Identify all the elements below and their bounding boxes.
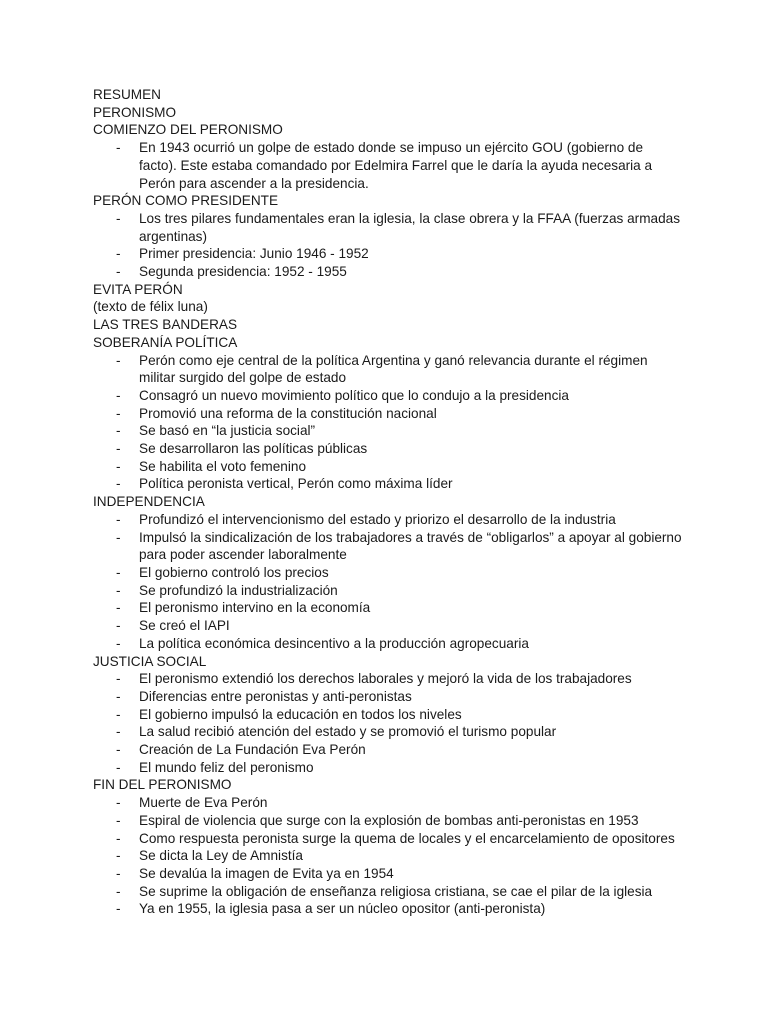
list-item <box>93 352 683 387</box>
dash-bullet-icon: - <box>116 529 121 545</box>
list-item <box>93 847 683 865</box>
list-item <box>93 422 683 440</box>
dash-bullet-icon: - <box>116 671 121 687</box>
list-item <box>93 688 683 706</box>
list-item-text: Se profundizó la industrialización <box>139 582 338 598</box>
dash-bullet-icon: - <box>116 210 121 226</box>
list-item-text: Perón como eje central de la política Argentina y ganó relevancia durante el régimen militar surgido del golpe de estado <box>139 352 648 386</box>
list-item <box>93 564 683 582</box>
section-heading: LAS TRES BANDERAS <box>93 317 238 333</box>
list-item-text: Se creó el IAPI <box>139 618 230 634</box>
list-item <box>93 794 683 812</box>
list-item-text: Como respuesta peronista surge la quema de locales y el encarcelamiento de opositores <box>139 830 675 846</box>
list-item <box>93 511 683 529</box>
dash-bullet-icon: - <box>116 901 121 917</box>
list-item <box>93 440 683 458</box>
dash-bullet-icon: - <box>116 724 121 740</box>
list-item <box>93 670 683 688</box>
dash-bullet-icon: - <box>116 458 121 474</box>
dash-bullet-icon: - <box>116 812 121 828</box>
bullet-list <box>93 794 683 918</box>
document-section <box>93 493 683 652</box>
list-item-text: En 1943 ocurrió un golpe de estado donde se impuso un ejército GOU (gobierno de facto). Este estaba comandado por Edelmira Farrel que le daría la ayuda necesaria a Perón para ascender a la presidencia. <box>139 140 653 191</box>
list-item-text: El peronismo extendió los derechos laborales y mejoró la vida de los trabajadores <box>139 671 632 687</box>
dash-bullet-icon: - <box>116 618 121 634</box>
dash-bullet-icon: - <box>116 706 121 722</box>
dash-bullet-icon: - <box>116 635 121 651</box>
section-heading: RESUMEN <box>93 87 161 102</box>
document-section <box>93 281 683 299</box>
list-item-text: Primer presidencia: Junio 1946 - 1952 <box>139 246 369 262</box>
dash-bullet-icon: - <box>116 140 121 156</box>
document-section <box>93 86 683 104</box>
list-item <box>93 830 683 848</box>
list-item <box>93 635 683 653</box>
list-item <box>93 706 683 724</box>
dash-bullet-icon: - <box>116 511 121 527</box>
list-item <box>93 475 683 493</box>
list-item <box>93 458 683 476</box>
list-item <box>93 812 683 830</box>
list-item <box>93 883 683 901</box>
dash-bullet-icon: - <box>116 246 121 262</box>
dash-bullet-icon: - <box>116 883 121 899</box>
dash-bullet-icon: - <box>116 688 121 704</box>
dash-bullet-icon: - <box>116 742 121 758</box>
list-item-text: El gobierno controló los precios <box>139 564 329 580</box>
list-item <box>93 263 683 281</box>
section-heading: JUSTICIA SOCIAL <box>93 653 207 669</box>
list-item-text: Creación de La Fundación Eva Perón <box>139 742 366 758</box>
section-heading: SOBERANÍA POLÍTICA <box>93 334 238 350</box>
dash-bullet-icon: - <box>116 352 121 368</box>
document-section <box>93 104 683 122</box>
list-item-text: Consagró un nuevo movimiento político que lo condujo a la presidencia <box>139 387 569 403</box>
list-item-text: El gobierno impulsó la educación en todos los niveles <box>139 706 462 722</box>
list-item-text: Muerte de Eva Perón <box>139 795 268 811</box>
list-item <box>93 245 683 263</box>
bullet-list <box>93 139 683 192</box>
document-body <box>93 86 683 918</box>
document-section <box>93 653 683 777</box>
dash-bullet-icon: - <box>116 865 121 881</box>
document-section <box>93 192 683 281</box>
document-section <box>93 776 683 918</box>
list-item-text: Se devalúa la imagen de Evita ya en 1954 <box>139 865 394 881</box>
list-item <box>93 599 683 617</box>
dash-bullet-icon: - <box>116 759 121 775</box>
dash-bullet-icon: - <box>116 476 121 492</box>
dash-bullet-icon: - <box>116 600 121 616</box>
dash-bullet-icon: - <box>116 582 121 598</box>
dash-bullet-icon: - <box>116 264 121 280</box>
bullet-list <box>93 210 683 281</box>
dash-bullet-icon: - <box>116 848 121 864</box>
list-item <box>93 617 683 635</box>
list-item-text: Se dicta la Ley de Amnistía <box>139 848 303 864</box>
list-item-text: Impulsó la sindicalización de los trabajadores a través de “obligarlos” a apoyar al gobierno para poder ascender laboralmente <box>139 529 682 563</box>
list-item-text: Política peronista vertical, Perón como máxima líder <box>139 476 453 492</box>
section-heading: (texto de félix luna) <box>93 299 208 315</box>
list-item-text: Segunda presidencia: 1952 - 1955 <box>139 264 347 280</box>
list-item-text: El mundo feliz del peronismo <box>139 759 314 775</box>
list-item <box>93 529 683 564</box>
section-heading: INDEPENDENCIA <box>93 494 205 510</box>
bullet-list <box>93 352 683 494</box>
dash-bullet-icon: - <box>116 423 121 439</box>
list-item-text: Se basó en “la justicia social” <box>139 423 316 439</box>
list-item-text: La salud recibió atención del estado y se promovió el turismo popular <box>139 724 557 740</box>
list-item-text: El peronismo intervino en la economía <box>139 600 371 616</box>
list-item <box>93 723 683 741</box>
bullet-list <box>93 511 683 653</box>
list-item <box>93 741 683 759</box>
bullet-list <box>93 670 683 776</box>
list-item <box>93 139 683 192</box>
dash-bullet-icon: - <box>116 387 121 403</box>
dash-bullet-icon: - <box>116 405 121 421</box>
list-item-text: Promovió una reforma de la constitución nacional <box>139 405 437 421</box>
list-item <box>93 387 683 405</box>
section-heading: FIN DEL PERONISMO <box>93 777 232 793</box>
list-item-text: Diferencias entre peronistas y anti-peronistas <box>139 688 412 704</box>
list-item <box>93 900 683 918</box>
list-item-text: Se desarrollaron las políticas públicas <box>139 441 368 457</box>
list-item-text: Los tres pilares fundamentales eran la iglesia, la clase obrera y la FFAA (fuerzas armadas argentinas) <box>139 210 680 244</box>
list-item <box>93 582 683 600</box>
list-item <box>93 865 683 883</box>
section-heading: PERONISMO <box>93 104 177 120</box>
list-item-text: Profundizó el intervencionismo del estado y priorizo el desarrollo de la industria <box>139 511 616 527</box>
document-section <box>93 121 683 192</box>
section-heading: EVITA PERÓN <box>93 281 183 297</box>
list-item <box>93 405 683 423</box>
list-item <box>93 759 683 777</box>
list-item-text: Se habilita el voto femenino <box>139 458 307 474</box>
section-heading: COMIENZO DEL PERONISMO <box>93 122 283 138</box>
dash-bullet-icon: - <box>116 795 121 811</box>
list-item <box>93 210 683 245</box>
document-section <box>93 334 683 493</box>
list-item-text: La política económica desincentivo a la producción agropecuaria <box>139 635 529 651</box>
list-item-text: Se suprime la obligación de enseñanza religiosa cristiana, se cae el pilar de la iglesia <box>139 883 653 899</box>
dash-bullet-icon: - <box>116 830 121 846</box>
document-section <box>93 298 683 316</box>
list-item-text: Espiral de violencia que surge con la explosión de bombas anti-peronistas en 1953 <box>139 812 639 828</box>
list-item-text: Ya en 1955, la iglesia pasa a ser un núcleo opositor (anti-peronista) <box>139 901 546 917</box>
dash-bullet-icon: - <box>116 441 121 457</box>
section-heading: PERÓN COMO PRESIDENTE <box>93 193 279 209</box>
dash-bullet-icon: - <box>116 564 121 580</box>
document-section <box>93 316 683 334</box>
